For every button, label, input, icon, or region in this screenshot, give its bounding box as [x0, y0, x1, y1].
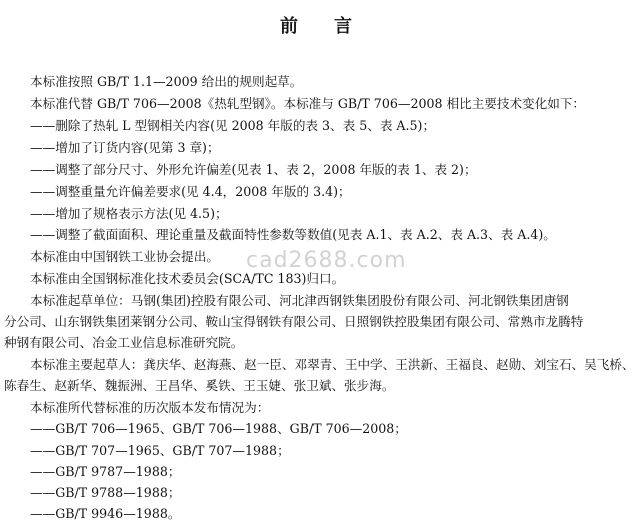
change-item: ——增加了订货内容(见第 3 章)； — [30, 140, 220, 155]
change-item: ——删除了热轧 L 型钢相关内容(见 2008 年版的表 3、表 5、表 A.5)； — [30, 118, 436, 133]
page-title — [0, 12, 634, 38]
paragraph-drafting-units: 本标准起草单位：马钢(集团)控股有限公司、河北津西钢铁集团股份有限公司、河北钢铁集团唐钢 — [30, 293, 569, 308]
title-char-2: 言 — [334, 16, 354, 37]
history-item: ——GB/T 707—1965、GB/T 707—1988； — [30, 443, 290, 458]
history-item: ——GB/T 9946—1988。 — [30, 506, 181, 521]
history-item: ——GB/T 9787—1988； — [30, 464, 181, 479]
history-item: ——GB/T 706—1965、GB/T 706—1988、GB/T 706—2008； — [30, 421, 407, 436]
change-item: ——增加了规格表示方法(见 4.5)； — [30, 206, 228, 221]
paragraph-drafters-cont: 陈春生、赵新华、魏振洲、王昌华、奚铁、王玉婕、张卫斌、张步海。 — [4, 378, 395, 393]
watermark: cad2688.com — [246, 248, 407, 273]
paragraph-drafters: 本标准主要起草人：龚庆华、赵海燕、赵一臣、邓翠青、王中学、王洪新、王福良、赵勋、刘宝石、吴飞桥、 — [30, 357, 634, 372]
change-item: ——调整重量允许偏差要求(见 4.4，2008 年版的 3.4)； — [30, 184, 351, 199]
paragraph-drafting-units-cont: 分公司、山东钢铁集团莱钢分公司、鞍山宝得钢铁有限公司、日照钢铁控股集团有限公司、常熟市龙腾特 — [4, 314, 584, 329]
history-item: ——GB/T 9788—1988； — [30, 485, 181, 500]
title-char-1: 前 — [280, 16, 300, 37]
change-item: ——调整了截面面积、理论重量及截面特性参数等数值(见表 A.1、表 A.2、表 A.3、表 A.4)。 — [30, 227, 556, 242]
paragraph-under-jurisdiction: 本标准由全国钢标准化技术委员会(SCA/TC 183)归口。 — [30, 271, 345, 286]
paragraph-drafting-units-cont: 种钢有限公司、冶金工业信息标准研究院。 — [4, 335, 244, 350]
paragraph-drafting-rules: 本标准按照 GB/T 1.1—2009 给出的规则起草。 — [30, 74, 303, 89]
paragraph-version-history: 本标准所代替标准的历次版本发布情况为： — [30, 400, 270, 415]
paragraph-replaces: 本标准代替 GB/T 706—2008《热轧型钢》。本标准与 GB/T 706—2008 相比主要技术变化如下： — [30, 96, 586, 111]
paragraph-proposed-by: 本标准由中国钢铁工业协会提出。 — [30, 249, 219, 264]
change-item: ——调整了部分尺寸、外形允许偏差(见表 1、表 2，2008 年版的表 1、表 2)； — [30, 162, 477, 177]
